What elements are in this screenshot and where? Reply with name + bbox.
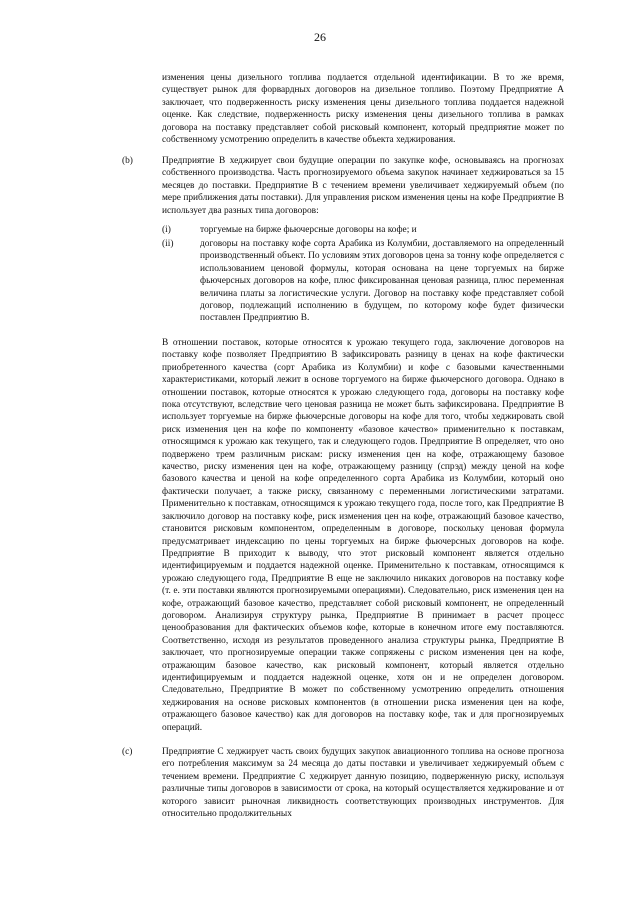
- sub-item-i-marker: (i): [162, 225, 171, 235]
- item-b-marker: (b): [122, 156, 133, 166]
- item-b-text: Предприятие В хеджирует свои будущие операции по закупке кофе, основываясь на прогнозах собственного производства. Часть прогнозируемого объема закупок начинает хеджироваться за 15 месяцев до поставки. Предприятие В с течением времени увеличивает хеджируемый объем (по мере приближения даты поставки). Для управления риском изменения цены на кофе Предприятие В использует два разных типа договоров:: [162, 156, 564, 216]
- page-number: 26: [314, 30, 326, 44]
- item-c-marker: (c): [122, 747, 133, 757]
- intro-paragraph: изменения цены дизельного топлива подлается отдельной идентификации. В то же время, существует рынок для форвардных договоров на дизельное топливо. Поэтому Предприятие А заключает, что подверженность риску изменения цены дизельного топлива поддается надежной оценке. Как следствие, подверженность риску изменения цены дизельного топлива в рамках договора на поставку представляет собой рисковый компонент, который предприятие может по собственному усмотрению определить в качестве объекта хеджирования.: [162, 73, 564, 146]
- sub-item-ii-text: договоры на поставку кофе сорта Арабика из Колумбии, доставляемого на определенный производственный объект. По условиям этих договоров цена за тонну кофе определяется с использованием ценовой формулы, которая основана на цене торгуемых на бирже фьючерсных договоров на кофе, плюс фиксированная ценовая разница, плюс переменная величина платы за логистические услуги. Договор на поставку кофе представляет собой договор, подлежащий исполнению в будущем, по которому кофе будет физически поставлен Предприятию В.: [200, 239, 564, 324]
- sub-item-ii-marker: (ii): [162, 239, 174, 249]
- sub-item-i-text: торгуемые на бирже фьючерсные договоры на кофе; и: [200, 225, 417, 235]
- item-c-text: Предприятие С хеджирует часть своих будущих закупок авиационного топлива на основе прогноза его потребления максимум за 24 месяца до даты поставки и увеличивает хеджируемый объем с течением времени. Предприятие С хеджирует данную позицию, подверженную риску, используя различные типы договоров в зависимости от срока, на который осуществляется хеджирование и от которого зависит рыночная ликвидность соответствующих производных инструментов. Для относительно продолжительных: [162, 747, 564, 820]
- body-paragraph: В отношении поставок, которые относятся к урожаю текущего года, заключение договоров на поставку кофе позволяет Предприятию В зафиксировать разницу в ценах на кофе фактически приобретенного качества (сорт Арабика из Колумбии) и кофе с базовыми качественными характеристиками, который лежит в основе торгуемого на бирже фьючерсного договора. Однако в отношении поставок, которые относятся к урожаю следующего года, договоры на поставку кофе пока отсутствуют, вследствие чего ценовая разница не может быть зафиксирована. Предприятие В использует торгуемые на бирже фьючерсные договоры на кофе для того, чтобы хеджировать свой риск изменения цен на кофе по компоненту «базовое качество» применительно к поставкам, относящимся к урожаю как текущего, так и следующего годов. Предприятие В определяет, что оно подвержено трем различным рискам: риску изменения цен на кофе, отражающему базовое качество, риску изменения цен на кофе, отражающему разницу (спрэд) между ценой на кофе базового качества и ценой на кофе определенного сорта Арабика из Колумбии, который оно фактически получает, а также риску, связанному с переменными логистическими затратами. Применительно к поставкам, относящимся к урожаю текущего года, после того, как Предприятие В заключило договор на поставку кофе, риск изменения цен на кофе, отражающий базовое качество, становится рисковым компонентом, определенным в договоре, поскольку ценовая формула предусматривает индексацию по цены торгуемых на бирже фьючерсных договоров на кофе. Предприятие В приходит к выводу, что этот рисковый компонент является отдельно идентифицируемым и поддается надежной оценке. Применительно к поставкам, относящимся к урожаю следующего года, Предприятие В еще не заключило никаких договоров на поставку кофе (т. е. эти поставки являются прогнозируемыми операциями). Следовательно, риск изменения цен на кофе, отражающий базовое качество, представляет собой рисковый компонент, не определенный договором. Анализируя структуру рынка, Предприятие В принимает в расчет процесс ценообразования для фактических объемов кофе, которые в конечном итоге ему поставляются. Соответственно, исходя из результатов проведенного анализа структуры рынка, Предприятие В заключает, что прогнозируемые операции также сопряжены с риском изменения цен на кофе, отражающим базовое качество, как рисковый компонент, который является отдельно идентифицируемым и поддается надежной оценке, хотя он и не определен договором. Следовательно, Предприятие В может по собственному усмотрению определить отношения хеджирования на основе рисковых компонентов (в отношении риска изменения цен на кофе, отражающего базовое качество) как для договоров на поставку кофе, так и для прогнозируемых операций.: [162, 338, 564, 733]
